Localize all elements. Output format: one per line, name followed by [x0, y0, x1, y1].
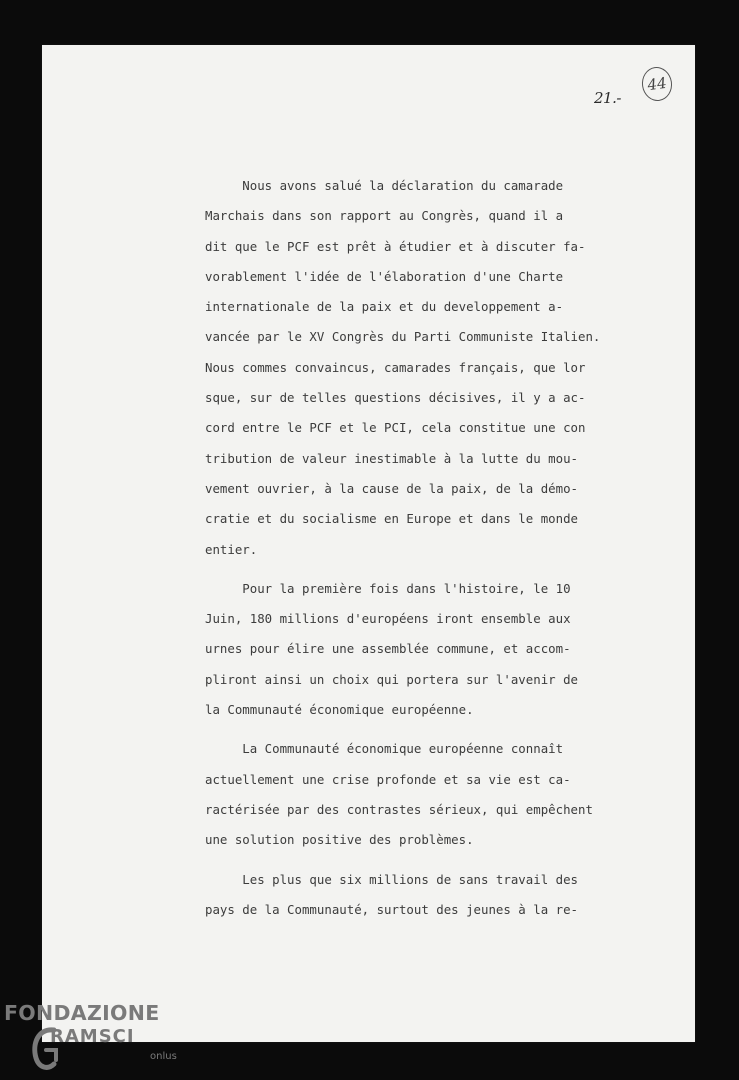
text-line: ractérisée par des contrastes sérieux, qui empêchent [205, 801, 593, 817]
paragraph [205, 574, 625, 725]
text-line: internationale de la paix et du developpement a- [205, 299, 564, 315]
fondazione-gramsci-watermark [4, 998, 184, 1078]
text-line: entier. [205, 541, 258, 557]
text-line: la Communauté économique européenne. [205, 702, 474, 718]
archive-number: 44 [640, 65, 674, 103]
text-line: Nous avons salué la déclaration du camarade [205, 178, 564, 193]
text-line: sque, sur de telles questions décisives, il y a ac- [205, 390, 586, 406]
text-line: Les plus que six millions de sans travail des [205, 871, 578, 887]
text-line: urnes pour élire une assemblée commune, et accom- [205, 641, 571, 657]
watermark-onlus: onlus [150, 1051, 177, 1062]
text-line: cord entre le PCF et le PCI, cela constitue une con [205, 420, 586, 436]
text-line: vorablement l'idée de l'élaboration d'une Charte [205, 268, 564, 284]
paragraph [205, 865, 625, 926]
document-body [205, 171, 625, 934]
text-line: vement ouvrier, à la cause de la paix, de la démo- [205, 480, 578, 496]
text-line: Marchais dans son rapport au Congrès, quand il a [205, 208, 564, 224]
page-number: 21.- [594, 89, 621, 107]
text-line: pays de la Communauté, surtout des jeunes à la re- [205, 901, 578, 917]
document-page [42, 45, 695, 1042]
text-line: Pour la première fois dans l'histoire, le 10 [205, 580, 571, 596]
text-line: La Communauté économique européenne connaît [205, 741, 564, 757]
watermark-subtitle: RAMSCI [50, 1026, 135, 1047]
text-line: une solution positive des problèmes. [205, 832, 474, 848]
text-line: tribution de valeur inestimable à la lutte du mou- [205, 450, 578, 466]
text-line: cratie et du socialisme en Europe et dans le monde [205, 511, 578, 527]
text-line: actuellement une crise profonde et sa vie est ca- [205, 771, 571, 787]
text-line: dit que le PCF est prêt à étudier et à discuter fa- [205, 238, 586, 254]
text-line: pliront ainsi un choix qui portera sur l'avenir de [205, 671, 578, 687]
text-line: Nous commes convaincus, camarades français, que lor [205, 359, 586, 375]
watermark-title: FONDAZIONE [4, 1001, 160, 1025]
paragraph [205, 734, 625, 855]
paragraph [205, 171, 625, 565]
text-line: vancée par le XV Congrès du Parti Communiste Italien. [205, 329, 601, 345]
text-line: Juin, 180 millions d'européens iront ensemble aux [205, 611, 571, 627]
